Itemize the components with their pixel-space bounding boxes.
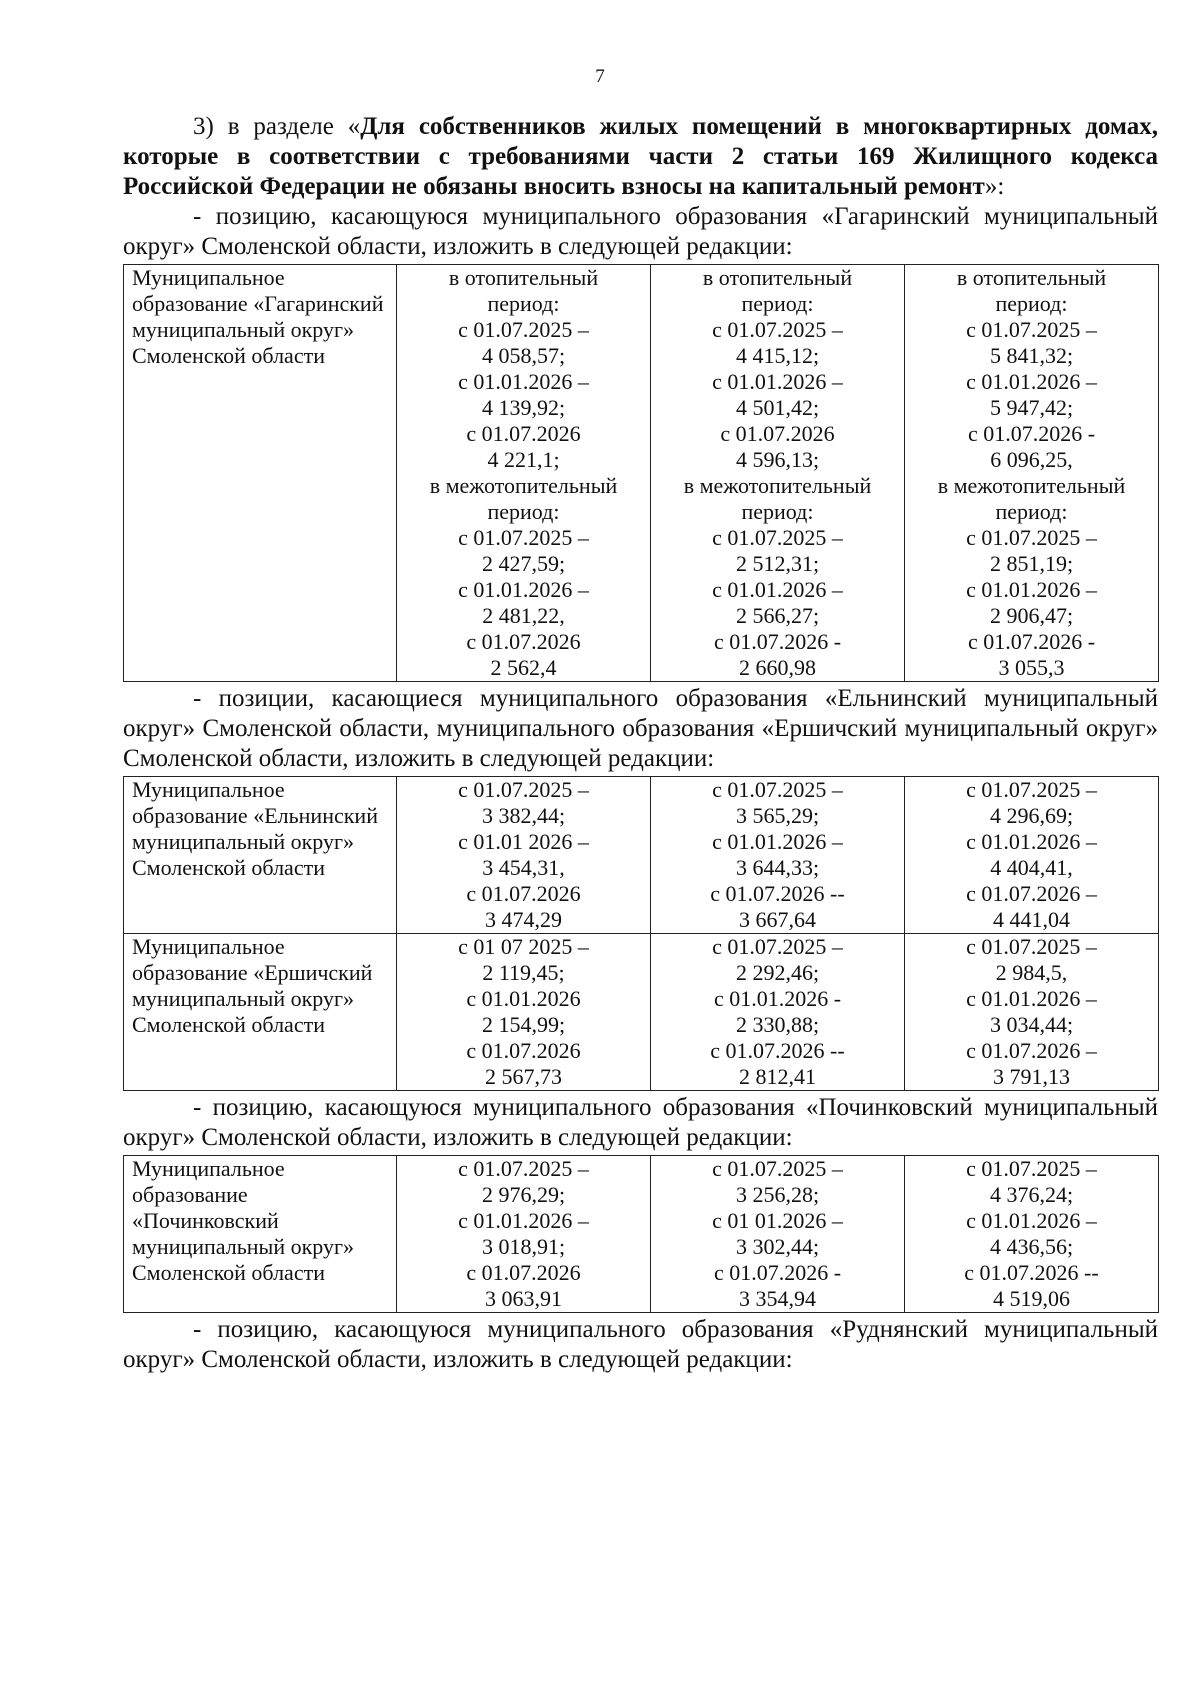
rate-line: с 01.07.2025 – xyxy=(966,1156,1097,1181)
table-row xyxy=(124,265,1159,682)
amendment-sections xyxy=(123,202,1158,1313)
municipality-name-line: Муниципальное xyxy=(132,777,285,802)
rate-line: с 01 01.2026 – xyxy=(712,1208,843,1233)
rate-line: 2 119,45; xyxy=(482,960,565,985)
rate-line: 3 018,91; xyxy=(481,1234,566,1259)
municipality-name-line: Муниципальное xyxy=(132,265,285,290)
page-number: 7 xyxy=(595,66,605,87)
rate-line: 2 330,88; xyxy=(735,1012,820,1037)
rate-line: 2 984,5, xyxy=(995,960,1068,985)
rate-line: 2 566,27; xyxy=(735,603,820,628)
rate-line: 2 154,99; xyxy=(481,1012,566,1037)
rate-line: с 01.01.2026 – xyxy=(458,369,589,394)
rate-line: 6 096,25, xyxy=(990,447,1073,472)
rate-line: с 01 07 2025 – xyxy=(458,934,589,959)
rate-line: с 01.07.2026 xyxy=(466,421,581,446)
municipality-name-line: Смоленской области xyxy=(132,1260,325,1285)
rate-line: в межотопительный xyxy=(429,473,618,498)
table-row xyxy=(124,1156,1159,1313)
rate-line: с 01.07.2025 – xyxy=(712,1156,843,1181)
rate-line: 3 382,44; xyxy=(481,803,566,828)
rate-line: с 01.07.2026 xyxy=(720,421,835,446)
rate-line: с 01.07.2025 – xyxy=(458,525,589,550)
tariff-table xyxy=(123,776,1159,1091)
rate-line: с 01.07.2026 - xyxy=(713,1260,842,1285)
table-row xyxy=(124,777,1159,934)
tariff-table xyxy=(123,264,1159,682)
rate-line: с 01.07.2025 – xyxy=(966,525,1097,550)
rate-line: с 01.01.2026 – xyxy=(966,986,1097,1011)
rate-cell-1 xyxy=(397,777,651,934)
rate-line: 2 567,73 xyxy=(485,1064,562,1089)
municipality-name-cell xyxy=(124,265,397,682)
document-body xyxy=(123,112,1158,1375)
rate-cell-3 xyxy=(905,777,1159,934)
intro-suffix: »: xyxy=(984,173,1005,200)
rate-line: с 01.01.2026 – xyxy=(966,829,1097,854)
rate-line: с 01.07.2025 – xyxy=(966,777,1097,802)
rate-line: период: xyxy=(487,291,560,316)
rate-line: 3 791,13 xyxy=(993,1064,1070,1089)
municipality-name-line: образование xyxy=(132,1182,248,1207)
municipality-name-line: муниципальный округ» xyxy=(132,986,355,1011)
rate-line: с 01.07.2025 – xyxy=(712,777,843,802)
rate-line: период: xyxy=(741,499,814,524)
rate-line: 4 501,42; xyxy=(735,395,820,420)
rate-line: период: xyxy=(995,499,1068,524)
rate-line: с 01.07.2026 -- xyxy=(964,1260,1099,1285)
rate-line: 4 519,06 xyxy=(993,1286,1070,1311)
rate-line: в межотопительный xyxy=(683,473,872,498)
amendment-instruction: - позицию, касающуюся муниципального образования «Гагаринский муниципальный округ» Смоленской области, изложить в следующей редакции: xyxy=(123,203,1158,260)
rate-line: с 01.07.2026 – xyxy=(966,1038,1097,1063)
amendment-instruction: - позиции, касающиеся муниципального образования «Ельнинский муниципальный округ» Смоленской области, муниципального образования «Ершичский муниципальный округ» Смоленской области, изложить в следующей редакции: xyxy=(123,685,1158,772)
rate-line: с 01.07.2025 – xyxy=(712,525,843,550)
rate-line: 2 481,22, xyxy=(482,603,565,628)
rate-line: с 01.07.2026 xyxy=(466,1260,581,1285)
rate-line: 3 256,28; xyxy=(735,1182,820,1207)
rate-line: 2 562,4 xyxy=(490,655,557,680)
rate-cell-1 xyxy=(397,1156,651,1313)
municipality-name-cell xyxy=(124,777,397,934)
rate-line: 3 055,3 xyxy=(998,655,1065,680)
closing-paragraph: - позицию, касающуюся муниципального образования «Руднянский муниципальный округ» Смоленской области, изложить в следующей редакции: xyxy=(123,1316,1158,1373)
table-row xyxy=(124,934,1159,1091)
rate-line: 4 376,24; xyxy=(989,1182,1074,1207)
rate-line: с 01.07.2026 -- xyxy=(710,881,845,906)
rate-line: с 01.07.2026 - xyxy=(713,629,842,654)
rate-line: с 01.07.2026 - xyxy=(967,421,1096,446)
rate-line: 2 851,19; xyxy=(989,551,1074,576)
rate-line: 4 415,12; xyxy=(735,343,820,368)
rate-cell-2 xyxy=(651,777,905,934)
rate-line: 2 812,41 xyxy=(739,1064,816,1089)
rate-line: 2 906,47; xyxy=(989,603,1074,628)
rate-line: с 01.01.2026 – xyxy=(458,577,589,602)
rate-line: с 01.01.2026 xyxy=(466,986,581,1011)
rate-cell-1 xyxy=(397,934,651,1091)
rate-line: период: xyxy=(487,499,560,524)
rate-line: 3 063,91 xyxy=(485,1286,562,1311)
rate-line: с 01.01.2026 – xyxy=(712,577,843,602)
rate-line: с 01.07.2026 xyxy=(466,1038,581,1063)
rate-line: с 01.01.2026 – xyxy=(966,1208,1097,1233)
rate-cell-3 xyxy=(905,265,1159,682)
rate-line: с 01.07.2026 - xyxy=(967,629,1096,654)
rate-line: 3 034,44; xyxy=(989,1012,1074,1037)
rate-line: с 01.01.2026 – xyxy=(458,1208,589,1233)
rate-line: с 01.01 2026 – xyxy=(458,829,589,854)
rate-line: с 01.01.2026 – xyxy=(966,369,1097,394)
municipality-name-line: образование «Ельнинский xyxy=(132,803,378,828)
rate-line: с 01.07.2025 – xyxy=(458,777,589,802)
rate-line: с 01.07.2025 – xyxy=(712,934,843,959)
municipality-name-line: «Починковский xyxy=(132,1208,279,1233)
municipality-name-line: Смоленской области xyxy=(132,343,325,368)
municipality-name-line: муниципальный округ» xyxy=(132,317,355,342)
rate-line: 5 947,42; xyxy=(989,395,1074,420)
rate-cell-3 xyxy=(905,1156,1159,1313)
rate-line: с 01.01.2026 - xyxy=(713,986,842,1011)
rate-line: с 01.07.2025 – xyxy=(966,317,1097,342)
rate-line: 2 976,29; xyxy=(481,1182,566,1207)
rate-line: с 01.07.2026 xyxy=(466,629,581,654)
rate-line: 4 436,56; xyxy=(989,1234,1074,1259)
municipality-name-line: муниципальный округ» xyxy=(132,829,355,854)
rate-line: 2 660,98 xyxy=(739,655,816,680)
rate-line: с 01.07.2025 – xyxy=(712,317,843,342)
municipality-name-line: Муниципальное xyxy=(132,934,285,959)
rate-line: с 01.07.2025 – xyxy=(966,934,1097,959)
rate-line: с 01.07.2025 – xyxy=(458,1156,589,1181)
rate-line: 3 454,31, xyxy=(482,855,565,880)
rate-line: 2 427,59; xyxy=(481,551,566,576)
rate-line: 4 221,1; xyxy=(487,447,560,472)
rate-cell-1 xyxy=(397,265,651,682)
rate-line: 4 404,41, xyxy=(990,855,1073,880)
rate-line: 2 512,31; xyxy=(735,551,820,576)
tariff-table xyxy=(123,1155,1159,1313)
rate-line: с 01.01.2026 – xyxy=(966,577,1097,602)
municipality-name-line: образование «Гагаринский xyxy=(132,291,384,316)
rate-line: с 01.07.2026 -- xyxy=(710,1038,845,1063)
rate-cell-2 xyxy=(651,1156,905,1313)
rate-line: с 01.07.2025 – xyxy=(458,317,589,342)
rate-line: 3 644,33; xyxy=(735,855,820,880)
municipality-name-line: Смоленской области xyxy=(132,855,325,880)
municipality-name-cell xyxy=(124,934,397,1091)
rate-line: период: xyxy=(995,291,1068,316)
intro-prefix: 3) в разделе « xyxy=(193,113,361,140)
rate-line: 3 302,44; xyxy=(735,1234,820,1259)
municipality-name-line: образование «Ершичский xyxy=(132,960,373,985)
rate-line: 4 058,57; xyxy=(481,343,566,368)
municipality-name-line: Смоленской области xyxy=(132,1012,325,1037)
municipality-name-line: муниципальный округ» xyxy=(132,1234,355,1259)
rate-line: 5 841,32; xyxy=(989,343,1074,368)
rate-line: 3 474,29 xyxy=(485,907,562,932)
rate-cell-2 xyxy=(651,265,905,682)
rate-line: 4 296,69; xyxy=(989,803,1074,828)
rate-line: 4 139,92; xyxy=(481,395,566,420)
rate-line: 3 667,64 xyxy=(739,907,816,932)
rate-line: с 01.01.2026 – xyxy=(712,829,843,854)
rate-line: с 01.07.2026 xyxy=(466,881,581,906)
municipality-name-cell xyxy=(124,1156,397,1313)
rate-line: период: xyxy=(741,291,814,316)
rate-line: в отопительный xyxy=(956,265,1107,290)
rate-line: с 01.01.2026 – xyxy=(712,369,843,394)
rate-cell-3 xyxy=(905,934,1159,1091)
rate-line: в отопительный xyxy=(448,265,599,290)
rate-cell-2 xyxy=(651,934,905,1091)
section-intro xyxy=(123,112,1158,202)
rate-line: 3 565,29; xyxy=(735,803,820,828)
amendment-instruction: - позицию, касающуюся муниципального образования «Починковский муниципальный округ» Смоленской области, изложить в следующей редакции: xyxy=(123,1094,1158,1151)
rate-line: 4 596,13; xyxy=(735,447,820,472)
rate-line: 4 441,04 xyxy=(993,907,1070,932)
rate-line: 2 292,46; xyxy=(735,960,820,985)
rate-line: с 01.07.2026 – xyxy=(966,881,1097,906)
rate-line: 3 354,94 xyxy=(739,1286,816,1311)
rate-line: в отопительный xyxy=(702,265,853,290)
intro-bold-title: Для собственников жилых помещений в многоквартирных домах, которые в соответствии с требованиями части 2 статьи 169 Жилищного кодекса Российской Федерации не обязаны вносить взносы на капитальный ремонт xyxy=(123,113,1158,200)
rate-line: в межотопительный xyxy=(937,473,1126,498)
municipality-name-line: Муниципальное xyxy=(132,1156,285,1181)
